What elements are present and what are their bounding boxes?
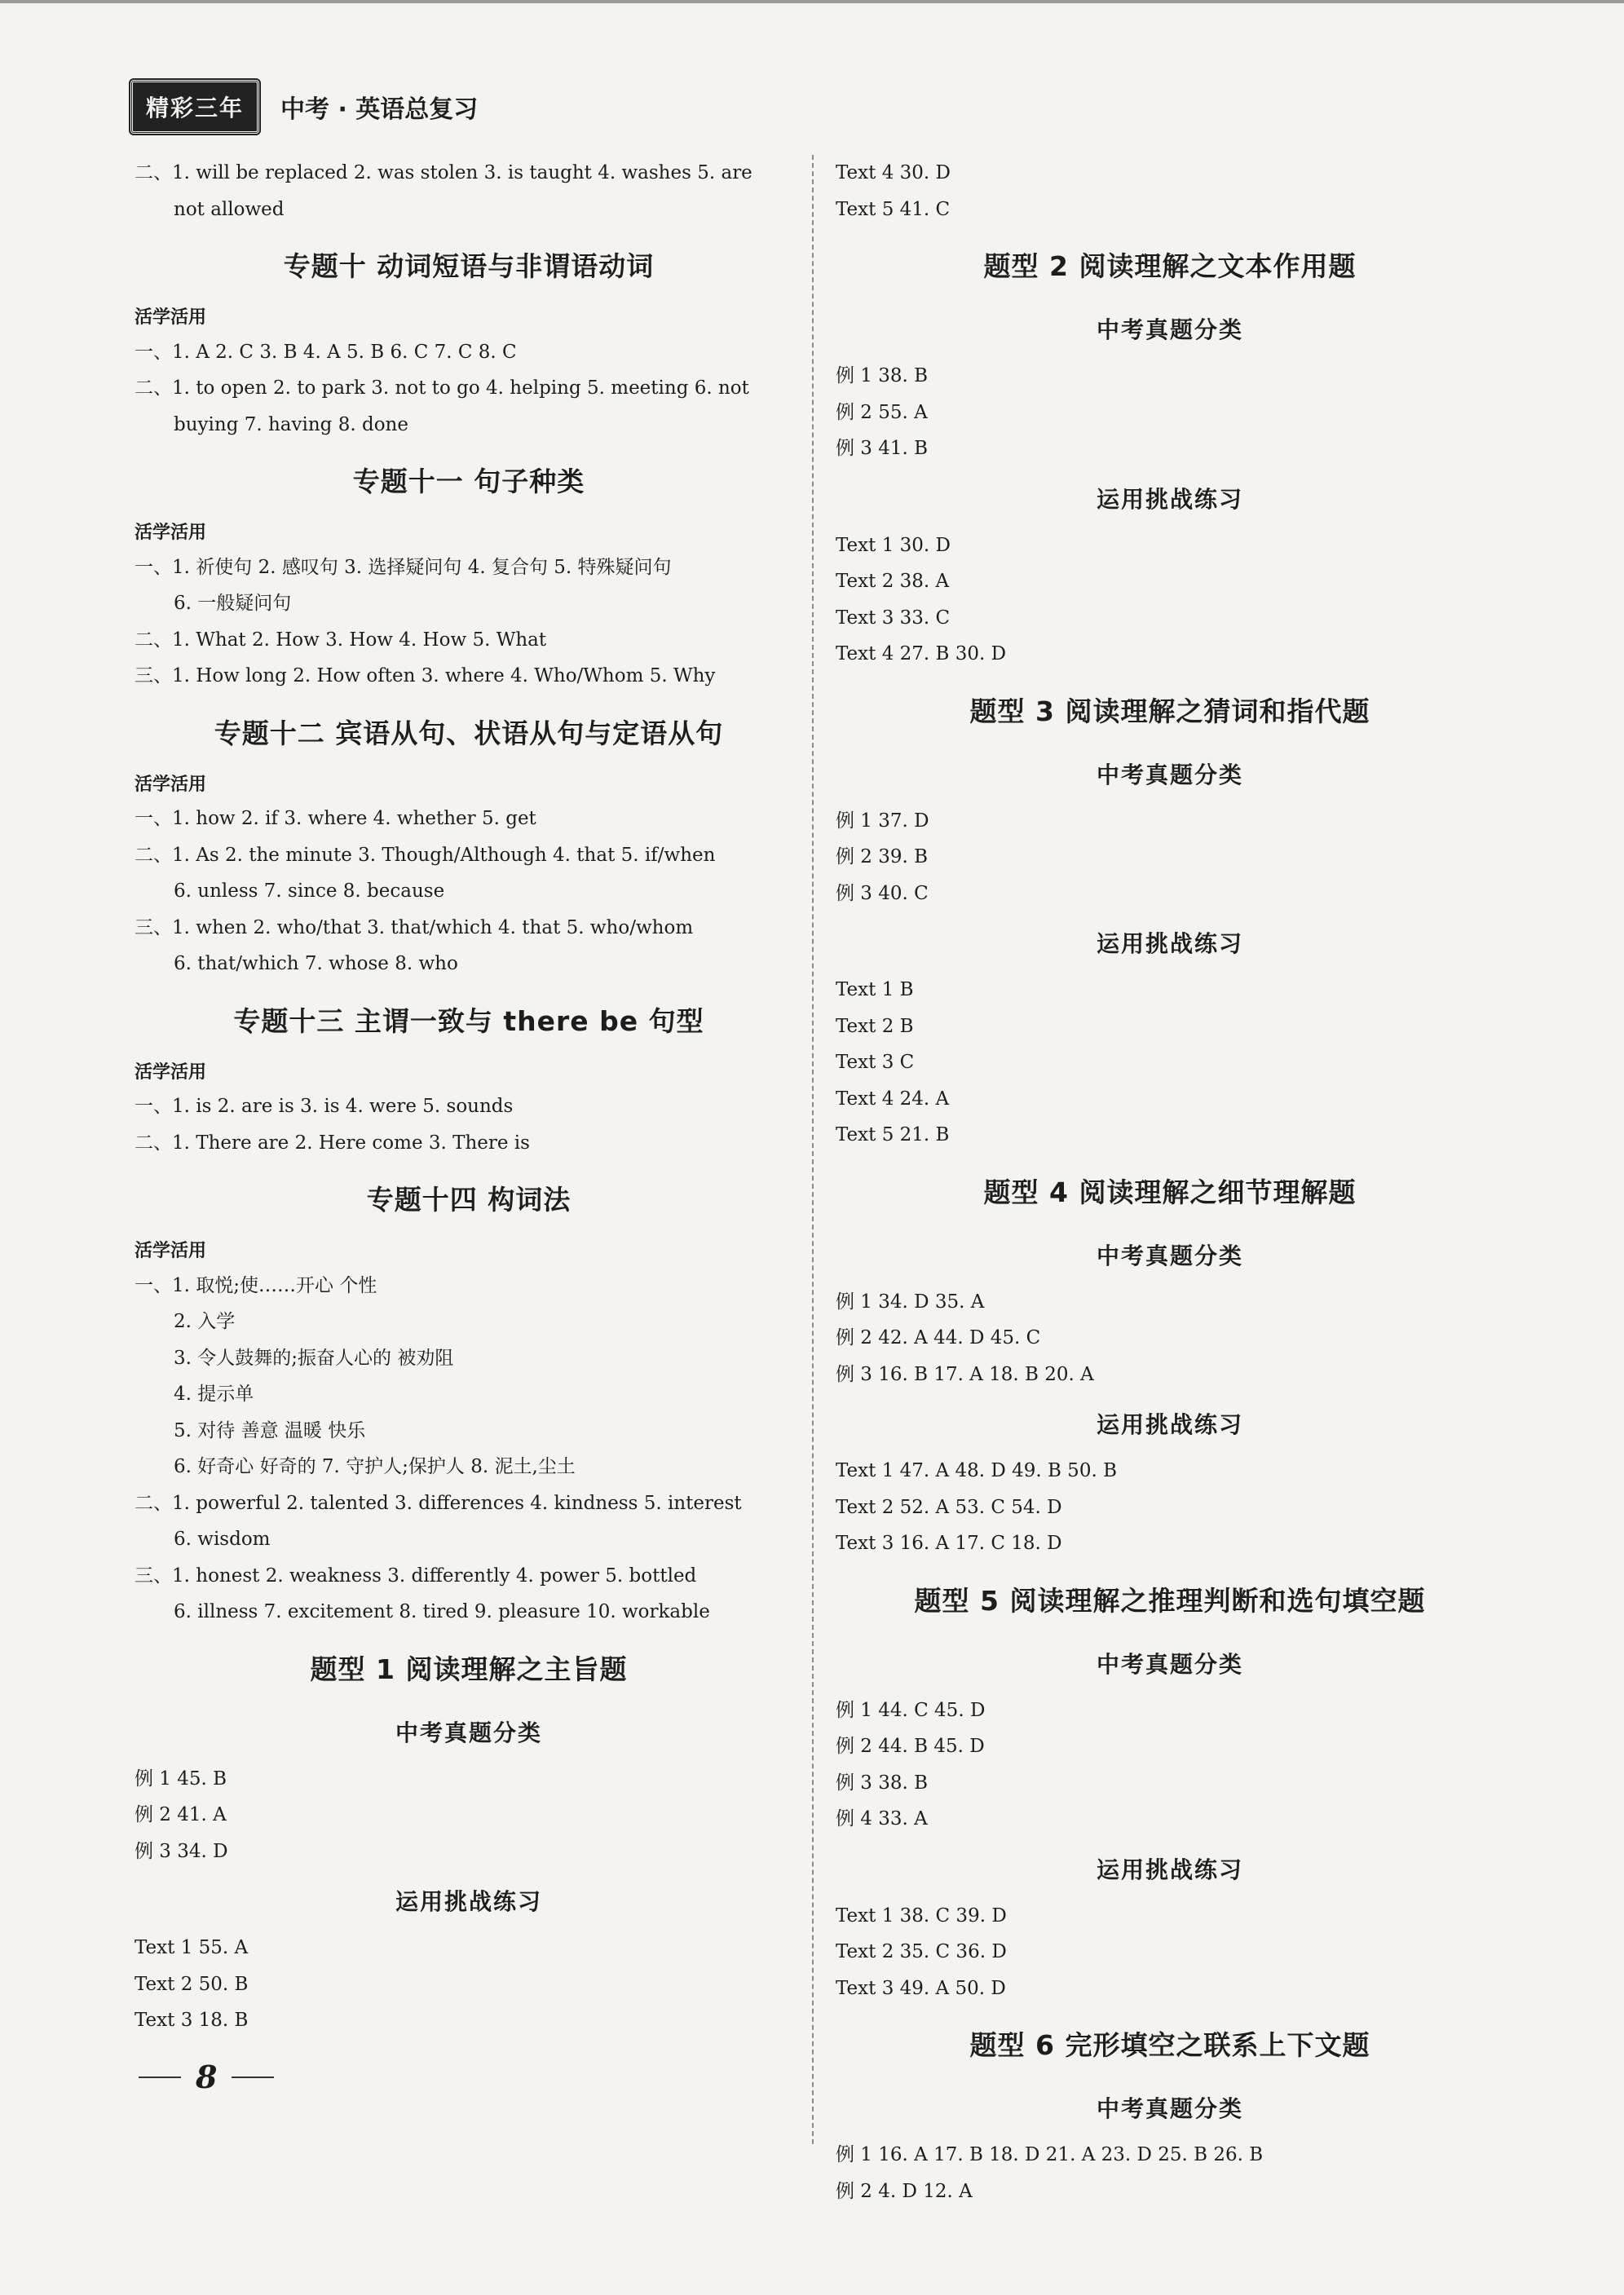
page-number: 8	[196, 2059, 218, 2095]
section-heading: 题型 1 阅读理解之主旨题	[310, 1653, 628, 1685]
answer-line: 例 1 16. A 17. B 18. D 21. A 23. D 25. B 26. B	[836, 2144, 1264, 2165]
answer-line: 二、1. powerful 2. talented 3. differences 4. kindness 5. interest	[135, 1492, 742, 1514]
answer-line: 6. unless 7. since 8. because	[174, 880, 445, 902]
answer-line: Text 1 30. D	[836, 534, 951, 556]
answer-line: Text 2 50. B	[135, 1973, 249, 1995]
subsection-heading: 运用挑战练习	[395, 1888, 542, 1915]
answer-line: 三、1. honest 2. weakness 3. differently 4. power 5. bottled	[135, 1565, 697, 1587]
exercise-label: 活学活用	[135, 523, 207, 543]
brand-logo: 精彩三年	[130, 80, 259, 134]
answer-line: 二、1. to open 2. to park 3. not to go 4. helping 5. meeting 6. not	[135, 377, 749, 399]
subsection-heading: 中考真题分类	[1096, 2095, 1243, 2122]
answer-line: 例 3 40. C	[836, 882, 929, 904]
answer-line: 2. 入学	[174, 1311, 236, 1332]
answer-line: Text 1 55. A	[135, 1937, 249, 1958]
answer-line: 例 1 44. C 45. D	[836, 1699, 986, 1721]
section-heading: 题型 5 阅读理解之推理判断和选句填空题	[914, 1584, 1426, 1617]
left-column	[135, 155, 803, 2039]
answer-line: 例 1 38. B	[836, 365, 929, 386]
answer-line: 6. illness 7. excitement 8. tired 9. pleasure 10. workable	[174, 1601, 710, 1622]
answer-line: 6. that/which 7. whose 8. who	[174, 953, 458, 974]
answer-line: Text 4 30. D	[836, 162, 951, 183]
subsection-heading: 中考真题分类	[1096, 1650, 1243, 1678]
answer-line: 例 2 55. A	[836, 401, 928, 423]
answer-line: 一、1. 取悦;使……开心 个性	[135, 1274, 377, 1296]
subsection-heading: 运用挑战练习	[1096, 1856, 1243, 1883]
answer-line: 例 1 34. D 35. A	[836, 1291, 985, 1313]
section-heading: 专题十一 句子种类	[352, 466, 585, 497]
answer-line: 4. 提示单	[174, 1384, 254, 1405]
top-edge-line	[0, 0, 1624, 3]
answer-line: 例 2 39. B	[836, 846, 929, 867]
answer-line: 一、1. how 2. if 3. where 4. whether 5. get	[135, 808, 536, 829]
subsection-heading: 运用挑战练习	[1096, 1411, 1243, 1438]
subsection-heading: 中考真题分类	[1096, 1242, 1243, 1269]
subsection-heading: 中考真题分类	[1096, 316, 1243, 343]
answer-line: 6. 好奇心 好奇的 7. 守护人;保护人 8. 泥土,尘土	[174, 1456, 576, 1477]
exercise-label: 活学活用	[135, 774, 207, 795]
right-column	[836, 155, 1504, 2209]
footer-dash-left	[139, 2077, 181, 2078]
section-heading: 题型 3 阅读理解之猜词和指代题	[969, 695, 1370, 727]
answer-line: Text 3 49. A 50. D	[836, 1977, 1006, 1999]
exercise-label: 活学活用	[135, 1241, 207, 1261]
answer-line: 例 2 42. A 44. D 45. C	[836, 1327, 1041, 1348]
answer-line: Text 2 35. C 36. D	[836, 1941, 1007, 1962]
section-heading: 题型 2 阅读理解之文本作用题	[983, 250, 1357, 282]
answer-line: 二、1. As 2. the minute 3. Though/Although 4. that 5. if/when	[135, 844, 716, 866]
subsection-heading: 中考真题分类	[395, 1719, 542, 1746]
answer-line: Text 2 38. A	[836, 571, 950, 592]
answer-line: 例 1 45. B	[135, 1768, 227, 1790]
answer-line: 三、1. How long 2. How often 3. where 4. Who/Whom 5. Why	[135, 665, 716, 686]
answer-line: 6. 一般疑问句	[174, 593, 292, 614]
subsection-heading: 运用挑战练习	[1096, 930, 1243, 957]
book-title: 中考 · 英语总复习	[280, 95, 479, 124]
answer-line: 例 1 37. D	[836, 810, 929, 832]
answer-line: 例 2 4. D 12. A	[836, 2180, 973, 2202]
answer-line: Text 1 B	[836, 979, 914, 1000]
answer-line: Text 5 21. B	[836, 1124, 950, 1145]
answer-line: Text 3 33. C	[836, 607, 951, 629]
answer-line: 例 3 16. B 17. A 18. B 20. A	[836, 1363, 1094, 1385]
exercise-label: 活学活用	[135, 307, 207, 328]
answer-line: 3. 令人鼓舞的;振奋人心的 被劝阻	[174, 1347, 454, 1369]
answer-line: 三、1. when 2. who/that 3. that/which 4. that 5. who/whom	[135, 916, 694, 938]
page-number-footer	[139, 2059, 274, 2095]
answer-line: not allowed	[174, 198, 285, 220]
page-header	[130, 82, 478, 132]
answer-line: Text 1 47. A 48. D 49. B 50. B	[836, 1460, 1117, 1481]
answer-line: Text 2 52. A 53. C 54. D	[836, 1496, 1062, 1518]
section-heading: 题型 4 阅读理解之细节理解题	[983, 1176, 1357, 1208]
answer-line: Text 4 27. B 30. D	[836, 643, 1007, 664]
answer-line: Text 2 B	[836, 1015, 914, 1037]
answer-line: Text 3 C	[836, 1052, 915, 1073]
answer-line: Text 4 24. A	[836, 1088, 950, 1110]
subsection-heading: 中考真题分类	[1096, 761, 1243, 788]
answer-line: 例 2 44. B 45. D	[836, 1736, 985, 1757]
answer-line: 例 3 34. D	[135, 1840, 228, 1862]
section-heading: 专题十二 宾语从句、状语从句与定语从句	[214, 717, 724, 749]
answer-line: 一、1. is 2. are is 3. is 4. were 5. sounds	[135, 1096, 514, 1117]
section-heading: 专题十 动词短语与非谓语动词	[283, 250, 655, 282]
section-heading: 专题十四 构词法	[366, 1184, 571, 1216]
answer-line: Text 3 16. A 17. C 18. D	[836, 1533, 1062, 1554]
answer-line: Text 3 18. B	[135, 2010, 249, 2031]
subsection-heading: 运用挑战练习	[1096, 485, 1243, 513]
answer-line: 例 2 41. A	[135, 1804, 227, 1825]
exercise-label: 活学活用	[135, 1061, 207, 1083]
answer-line: Text 1 38. C 39. D	[836, 1904, 1007, 1926]
answer-line: 一、1. 祈使句 2. 感叹句 3. 选择疑问句 4. 复合句 5. 特殊疑问句	[135, 556, 672, 578]
answer-line: 6. wisdom	[174, 1529, 271, 1550]
column-divider	[812, 155, 814, 2144]
answer-line: Text 5 41. C	[836, 198, 951, 220]
answer-line: 二、1. What 2. How 3. How 4. How 5. What	[135, 629, 547, 651]
answer-line: 例 3 41. B	[836, 438, 929, 459]
answer-line: 二、1. There are 2. Here come 3. There is	[135, 1132, 530, 1154]
section-heading: 题型 6 完形填空之联系上下文题	[969, 2029, 1370, 2061]
footer-dash-right	[232, 2077, 274, 2078]
answer-line: 例 4 33. A	[836, 1808, 928, 1829]
answer-line: buying 7. having 8. done	[174, 413, 408, 435]
answer-line: 5. 对待 善意 温暖 快乐	[174, 1419, 366, 1441]
answer-line: 一、1. A 2. C 3. B 4. A 5. B 6. C 7. C 8. C	[135, 341, 517, 363]
answer-line: 二、1. will be replaced 2. was stolen 3. is taught 4. washes 5. are	[135, 162, 752, 183]
section-heading: 专题十三 主谓一致与 there be 句型	[233, 1004, 704, 1037]
answer-line: 例 3 38. B	[836, 1772, 929, 1794]
